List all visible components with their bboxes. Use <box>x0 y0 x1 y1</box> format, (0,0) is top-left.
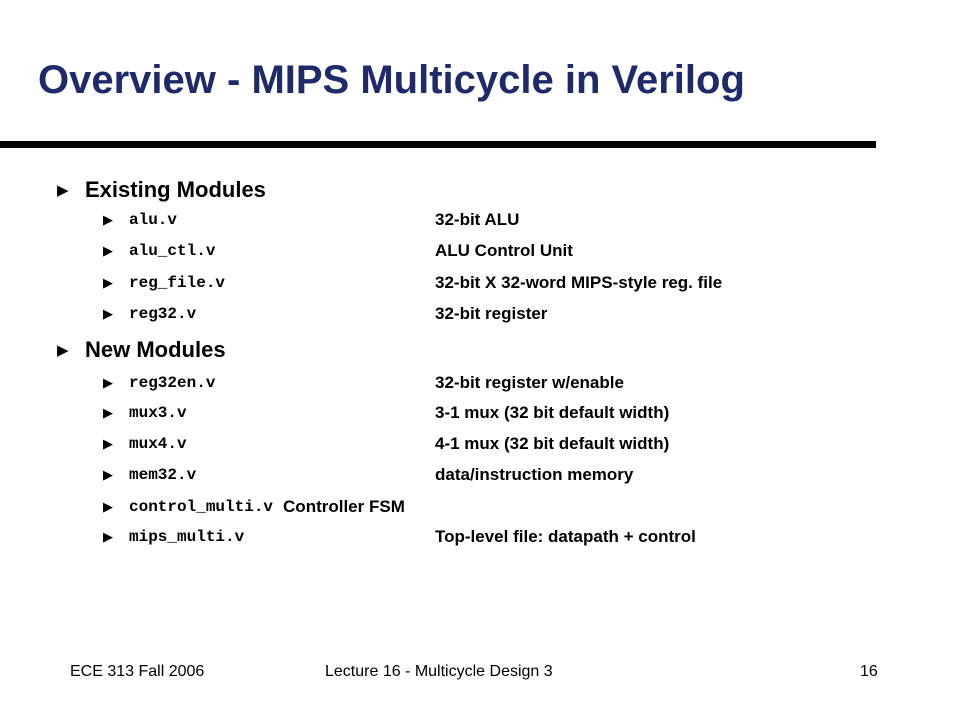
module-description: 32-bit X 32-word MIPS-style reg. file <box>435 273 723 292</box>
module-filename: mem32.v <box>129 466 197 484</box>
module-filename: alu.v <box>129 211 178 229</box>
triangle-right-icon: ▶ <box>103 275 113 290</box>
title-divider <box>0 141 876 148</box>
list-item <box>103 302 548 326</box>
list-item <box>103 463 634 487</box>
triangle-right-icon: ▶ <box>103 529 113 544</box>
module-filename: mux4.v <box>129 435 187 453</box>
list-item <box>103 371 624 395</box>
list-item <box>103 495 405 519</box>
triangle-right-icon: ▶ <box>103 436 113 451</box>
module-description: 32-bit register <box>435 304 548 323</box>
list-item <box>103 208 520 232</box>
module-filename: reg32.v <box>129 305 197 323</box>
triangle-right-icon: ▶ <box>103 499 113 514</box>
module-description: data/instruction memory <box>435 465 634 484</box>
footer-course: ECE 313 Fall 2006 <box>70 663 205 680</box>
module-filename: control_multi.v <box>129 498 274 516</box>
section-existing-modules <box>57 176 266 204</box>
module-description: 4-1 mux (32 bit default width) <box>435 434 670 453</box>
footer-page-number: 16 <box>860 663 878 680</box>
module-filename: reg_file.v <box>129 274 226 292</box>
module-filename: alu_ctl.v <box>129 242 216 260</box>
module-description: Top-level file: datapath + control <box>435 527 696 546</box>
module-description: 32-bit ALU <box>435 210 520 229</box>
list-item <box>103 271 723 295</box>
triangle-right-icon: ▶ <box>103 467 113 482</box>
module-description: 3-1 mux (32 bit default width) <box>435 403 670 422</box>
section-label: Existing Modules <box>85 177 266 202</box>
section-label: New Modules <box>85 337 226 362</box>
triangle-right-icon: ▶ <box>57 182 69 199</box>
module-description: 32-bit register w/enable <box>435 373 624 392</box>
module-filename: reg32en.v <box>129 374 216 392</box>
triangle-right-icon: ▶ <box>103 243 113 258</box>
list-item <box>103 525 696 549</box>
triangle-right-icon: ▶ <box>103 306 113 321</box>
list-item <box>103 401 670 425</box>
module-filename: mux3.v <box>129 404 187 422</box>
list-item <box>103 432 670 456</box>
module-description: Controller FSM <box>283 497 405 516</box>
module-filename: mips_multi.v <box>129 528 245 546</box>
list-item <box>103 239 573 263</box>
triangle-right-icon: ▶ <box>57 342 69 359</box>
module-description: ALU Control Unit <box>435 241 573 260</box>
slide-title: Overview - MIPS Multicycle in Verilog <box>38 58 745 102</box>
triangle-right-icon: ▶ <box>103 375 113 390</box>
footer-lecture: Lecture 16 - Multicycle Design 3 <box>325 663 553 680</box>
section-new-modules <box>57 336 226 364</box>
triangle-right-icon: ▶ <box>103 212 113 227</box>
triangle-right-icon: ▶ <box>103 405 113 420</box>
